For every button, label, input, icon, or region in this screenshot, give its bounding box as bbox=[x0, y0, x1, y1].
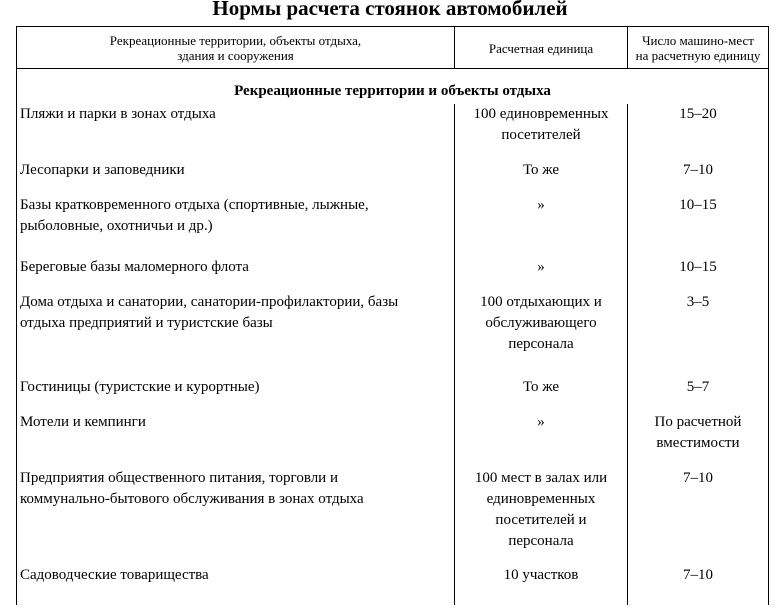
unit-value-line: 100 единовременных bbox=[473, 106, 609, 122]
capacity-value-line: 10–15 bbox=[679, 197, 717, 213]
capacity-value-cell bbox=[628, 292, 769, 377]
document-title: Нормы расчета стоянок автомобилей bbox=[212, 0, 568, 20]
object-name-line: Пляжи и парки в зонах отдыха bbox=[20, 106, 216, 122]
unit-value-line: единовременных bbox=[486, 491, 596, 507]
unit-value-cell bbox=[455, 257, 628, 292]
object-name-cell bbox=[17, 104, 455, 160]
unit-value-line: посетителей bbox=[501, 127, 581, 143]
capacity-value-line: 3–5 bbox=[686, 294, 710, 310]
object-name-line: отдыха предприятий и туристские базы bbox=[20, 315, 273, 331]
unit-value-cell bbox=[455, 195, 628, 257]
header-unit-column bbox=[455, 27, 628, 69]
capacity-value-line: вместимости bbox=[656, 435, 740, 451]
object-name-line: Дома отдыха и санатории, санатории-профилактории, базы bbox=[20, 294, 399, 310]
capacity-value-line: 7–10 bbox=[683, 567, 713, 583]
unit-value-cell bbox=[455, 292, 628, 377]
unit-value-cell bbox=[455, 412, 628, 468]
header-object-line-2: здания и сооружения bbox=[177, 48, 294, 63]
object-name-cell bbox=[17, 412, 455, 468]
object-name-line: Садоводческие товарищества bbox=[20, 567, 209, 583]
header-object-line-1: Рекреационные территории, объекты отдыха, bbox=[109, 33, 362, 48]
object-name-cell bbox=[17, 195, 455, 257]
unit-value-cell bbox=[455, 468, 628, 565]
capacity-value-line: По расчетной bbox=[654, 414, 742, 430]
table-row bbox=[17, 257, 769, 292]
unit-value-line: » bbox=[537, 259, 545, 275]
section-row bbox=[17, 69, 769, 105]
object-name-cell bbox=[17, 468, 455, 565]
table-row bbox=[17, 104, 769, 160]
table-row bbox=[17, 412, 769, 468]
parking-norms-table bbox=[16, 26, 769, 605]
table-row bbox=[17, 377, 769, 412]
unit-value-line: 100 отдыхающих и bbox=[480, 294, 602, 310]
header-unit-label: Расчетная единица bbox=[488, 40, 594, 56]
section-title: Рекреационные территории и объекты отдыха bbox=[17, 69, 769, 105]
unit-value-line: персонала bbox=[508, 336, 574, 352]
unit-value-line: посетителей и bbox=[495, 512, 587, 528]
capacity-value-cell bbox=[628, 412, 769, 468]
object-name-cell bbox=[17, 160, 455, 195]
unit-value-line: » bbox=[537, 197, 545, 213]
unit-value-line: 10 участков bbox=[503, 567, 579, 583]
header-capacity-line-1: Число машино-мест bbox=[642, 33, 754, 48]
capacity-value-line: 5–7 bbox=[686, 379, 710, 395]
unit-value-line: 100 мест в залах или bbox=[474, 470, 608, 486]
object-name-line: Лесопарки и заповедники bbox=[20, 162, 185, 178]
capacity-value-cell bbox=[628, 160, 769, 195]
capacity-value-line: 7–10 bbox=[683, 162, 713, 178]
header-capacity-line-2: на расчетную единицу bbox=[635, 48, 761, 63]
object-name-line: коммунально-бытового обслуживания в зонах отдыха bbox=[20, 491, 364, 507]
unit-value-line: То же bbox=[522, 162, 560, 178]
capacity-value-cell bbox=[628, 565, 769, 605]
capacity-value-line: 10–15 bbox=[679, 259, 717, 275]
unit-value-line: обслуживающего bbox=[485, 315, 597, 331]
object-name-cell bbox=[17, 377, 455, 412]
capacity-value-line: 7–10 bbox=[683, 470, 713, 486]
unit-value-cell bbox=[455, 565, 628, 605]
table-row bbox=[17, 160, 769, 195]
object-name-line: Мотели и кемпинги bbox=[20, 414, 146, 430]
object-name-line: Предприятия общественного питания, торговли и bbox=[20, 470, 338, 486]
capacity-value-cell bbox=[628, 468, 769, 565]
table-row bbox=[17, 195, 769, 257]
object-name-line: Гостиницы (туристские и курортные) bbox=[20, 379, 260, 395]
capacity-value-cell bbox=[628, 257, 769, 292]
header-object-column bbox=[17, 27, 455, 69]
object-name-line: Базы кратковременного отдыха (спортивные, лыжные, bbox=[20, 197, 369, 213]
table-row bbox=[17, 468, 769, 565]
table-body bbox=[17, 69, 769, 606]
capacity-value-cell bbox=[628, 195, 769, 257]
table-row bbox=[17, 292, 769, 377]
object-name-cell bbox=[17, 292, 455, 377]
unit-value-cell bbox=[455, 160, 628, 195]
unit-value-cell bbox=[455, 104, 628, 160]
object-name-line: Береговые базы маломерного флота bbox=[20, 259, 249, 275]
unit-value-line: » bbox=[537, 414, 545, 430]
capacity-value-cell bbox=[628, 377, 769, 412]
unit-value-line: То же bbox=[522, 379, 560, 395]
object-name-line: рыболовные, охотничьи и др.) bbox=[20, 218, 213, 234]
table-row bbox=[17, 565, 769, 605]
unit-value-cell bbox=[455, 377, 628, 412]
object-name-cell bbox=[17, 565, 455, 605]
unit-value-line: персонала bbox=[508, 533, 574, 549]
object-name-cell bbox=[17, 257, 455, 292]
header-row bbox=[17, 27, 769, 69]
header-capacity-column bbox=[628, 27, 769, 69]
capacity-value-line: 15–20 bbox=[679, 106, 717, 122]
capacity-value-cell bbox=[628, 104, 769, 160]
